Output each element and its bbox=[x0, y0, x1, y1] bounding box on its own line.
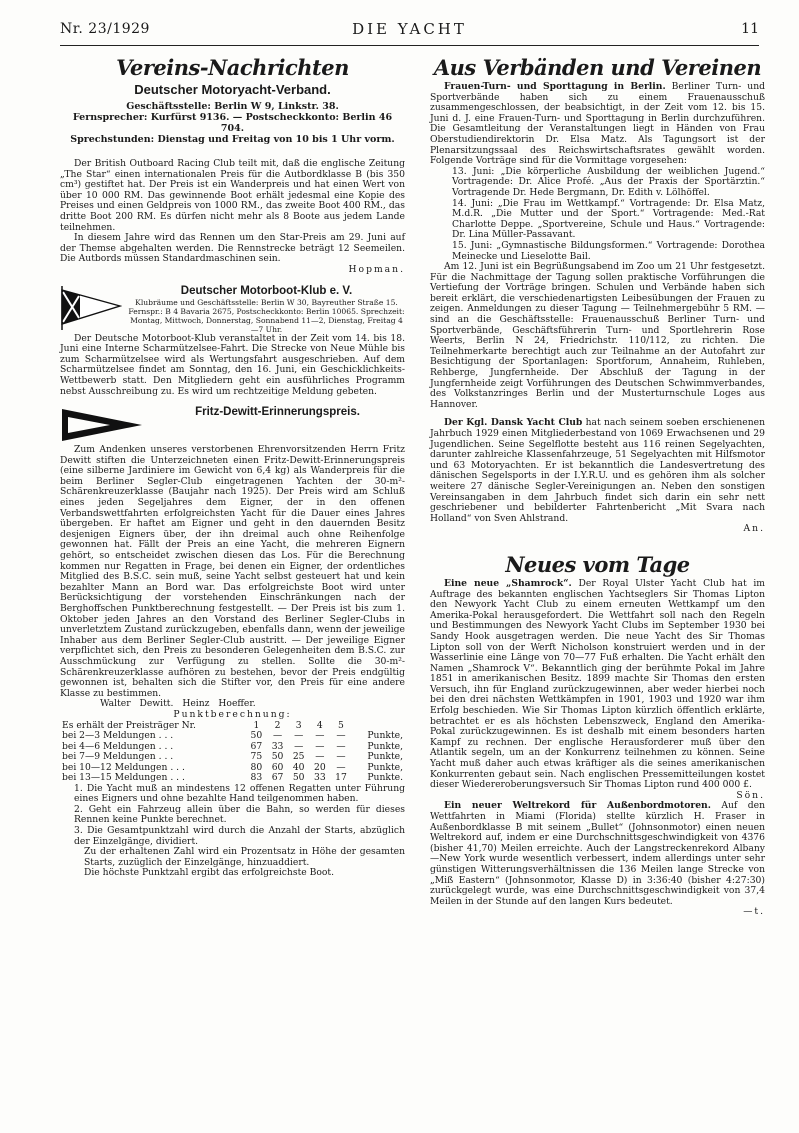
frauen-tagung-text: Berliner Turn- und Sportverbände haben sich zu einem Frauenausschuß zusammengeschlossen, der beabsichtigt, in der Zeit vom 12. bis 15. Juni d. J. eine Frauen-Turn- und Sporttagung in Berlin durchzuführen. Die Gesamtleitung der Veranstaltungen liegt in Händen von Frau Oberstudiendirektorin Dr. Elsa Matz. Als Tagungsort ist der Plenarsitzungssaal des Reichswirtschaftsrates gewählt worden. Folgende Vorträge sind für die Vormittage vorgesehen: bbox=[430, 81, 766, 167]
table-cell: 33 bbox=[313, 772, 326, 784]
table-cell: 33 bbox=[271, 740, 284, 752]
table-cell: 80 bbox=[250, 761, 263, 773]
section-title-neues: Neues vom Tage bbox=[505, 551, 690, 577]
right-column bbox=[430, 52, 765, 918]
dmk-pennant-icon bbox=[60, 284, 122, 332]
points-table bbox=[60, 721, 405, 784]
table-cell: 83 bbox=[250, 772, 263, 784]
weltrekord-signature: —t. bbox=[743, 906, 765, 918]
points-rules bbox=[60, 784, 405, 879]
list-item: 14. Juni: „Die Frau im Wettkampf.“ Vortragende: Dr. Elsa Matz, M.d.R. „Die Mutter und der Sport.“ Vortragende: Med.-Rat Charlotte Deppe. „Sportvereine, Schule und Haus.“ Vortragende: Dr. Lina Müller-Passavant. bbox=[452, 197, 765, 241]
points-header-col: 5 bbox=[338, 719, 344, 731]
points-header-col: 2 bbox=[274, 719, 281, 731]
dmv-hours: Sprechstunden: Dienstag und Freitag von 10 bis 1 Uhr vorm. bbox=[70, 134, 395, 145]
dewitt-header bbox=[60, 405, 405, 445]
rule-item: 1. Die Yacht muß an mindestens 12 offenen Regatten unter Führung eines Eigners und ohne bezahlte Hand teilgenommen haben. bbox=[74, 782, 405, 805]
left-column bbox=[60, 52, 405, 879]
table-cell: bei 7—9 Meldungen . . . bbox=[62, 751, 174, 763]
section-title-vereins: Vereins-Nachrichten bbox=[116, 55, 349, 80]
list-item: 13. Juni: „Die körperliche Ausbildung der weiblichen Jugend.“ Vortragende: Dr. Alice Profé. „Aus der Praxis der Sportärztin.“ Vortragende Dr. Hede Bergmann, Dr. Edith v. Lölhöffel. bbox=[452, 165, 765, 198]
points-header-col: 1 bbox=[253, 719, 260, 731]
issue-number: Nr. 23/1929 bbox=[60, 21, 150, 37]
rule-item: Die höchste Punktzahl ergibt das erfolgreichste Boot. bbox=[84, 867, 335, 879]
points-header-col: 4 bbox=[316, 719, 323, 731]
table-cell: bei 4—6 Meldungen . . . bbox=[62, 740, 174, 752]
table-cell: — bbox=[336, 761, 346, 773]
table-cell: — bbox=[315, 740, 325, 752]
rule-item: 2. Geht ein Fahrzeug allein über die Bahn, so werden für dieses Rennen keine Punkte berechnet. bbox=[74, 803, 405, 826]
dmv-paragraph-1: Der British Outboard Racing Club teilt mit, daß die englische Zeitung „The Star“ einen internationalen Preis für die Autbordklasse B (bis 350 cm³) gestiftet hat. Der Preis ist ein Wanderpreis und hat einen Wert von über 10 000 RM. Das gewinnende Boot erhält jedesmal eine Kopie des Preises und einen Geldpreis von 1000 RM., das zweite Boot 400 RM., das dritte Boot 200 RM. Es dürfen nicht mehr als 8 Boote aus jedem Lande teilnehmen. bbox=[60, 158, 405, 233]
table-cell: 60 bbox=[271, 761, 284, 773]
table-cell: 40 bbox=[292, 761, 305, 773]
table-cell: — bbox=[315, 730, 325, 742]
table-row bbox=[60, 731, 405, 742]
dewitt-pennant-icon bbox=[60, 405, 144, 445]
rule-item: Zu der erhaltenen Zahl wird ein Prozentsatz in Höhe der gesamten Starts, zuzüglich der Einzelgänge, hinzuaddiert. bbox=[84, 846, 405, 868]
table-cell: — bbox=[272, 730, 283, 742]
table-cell: 50 bbox=[292, 772, 305, 784]
points-header-col: 3 bbox=[295, 719, 302, 731]
table-cell: 25 bbox=[292, 751, 305, 763]
table-cell: 50 bbox=[250, 730, 263, 742]
dewitt-signers: Walter Dewitt. Heinz Hoeffer. bbox=[100, 698, 256, 710]
table-cell: bei 10—12 Meldungen . . . bbox=[62, 761, 185, 773]
points-calc-title: Punktberechnung: bbox=[173, 708, 292, 720]
dmv-title: Deutscher Motoryacht-Verband. bbox=[134, 82, 331, 97]
table-cell: bei 2—3 Meldungen . . . bbox=[62, 730, 174, 742]
table-cell: 20 bbox=[313, 761, 326, 773]
dmv-signature: Hopman. bbox=[348, 263, 405, 275]
points-header-label: Es erhält der Preisträger Nr. bbox=[62, 719, 196, 731]
dmk-paragraph-1: Der Deutsche Motorboot-Klub veranstaltet in der Zeit vom 14. bis 18. Juni eine Interne Scharmützelsee-Fahrt. Die Strecke von Neue Mühle bis zum Scharmützelsee wird als Wertungsfahrt ausgeschrieben. Auf dem Scharmützelsee findet am Sonntag, den 16. Juni, ein Geschicklichkeits-Wettbewerb statt. Den Mitgliedern geht ein ausführliches Programm nebst Ausschreibung zu. Es wird um rechtzeitige Meldung gebeten. bbox=[60, 332, 405, 397]
table-cell: Punkte, bbox=[367, 751, 403, 763]
dansk-yacht-label: Der Kgl. Dansk Yacht Club bbox=[444, 417, 583, 429]
dmk-title: Deutscher Motorboot-Klub e. V. bbox=[180, 284, 353, 297]
dmv-phone: Fernsprecher: Kurfürst 9136. — Postscheckkonto: Berlin 46 704. bbox=[72, 112, 393, 134]
rule-item: 3. Die Gesamtpunktzahl wird durch die Anzahl der Starts, abzüglich der Einzelgänge, dividiert. bbox=[74, 824, 405, 847]
dmk-header bbox=[60, 284, 405, 334]
section-title-verbaende: Aus Verbänden und Vereinen bbox=[433, 55, 762, 80]
magazine-title: DIE YACHT bbox=[352, 20, 467, 38]
dmk-info: Klubräume und Geschäftsstelle: Berlin W 30, Bayreuther Straße 15. Fernspr.: B 4 Bavaria 2675, Postscheckkonto: Berlin 10065. Sprechzeit: Montag, Mittwoch, Donnerstag, Sonnabend 11—2, Dienstag, Freitag 4—7 Uhr. bbox=[128, 297, 405, 334]
table-cell: — bbox=[315, 751, 325, 763]
frauen-tagung-paragraph-2: Am 12. Juni ist ein Begrüßungsabend im Zoo um 21 Uhr festgesetzt. Für die Nachmittage der Tagung sollen praktische Vorführungen die Vertiefung der Vorträge bringen. Schulen und Verbände haben sich bereit erklärt, die verschiedenartigsten Leibesübungen der Frauen zu zeigen. Anmeldungen zu dieser Tagung — Teilnehmergebühr 5 RM. — sind an die Geschäftsstelle: Frauenausschuß Berliner Turn- und Sportverbände, Geschäftsführerin Turn- und Sportlehrerin Rose Weerts, Berlin N 24, Friedrichstr. 110/112, zu richten. Die Teilnehmerkarte berechtigt auch zur Teilnahme an der Autofahrt zur Besichtigung der Sportanlagen: Sportforum, Annaheim, Ruhleben, Rehberge, Jungfernheide. Der Abschluß der Tagung in der Jungfernheide zeigt Vorführungen des Deutschen Schwimmverbandes, des Volkstanzringes Berlin und der Musterturnschule Loges aus Hannover. bbox=[430, 261, 765, 410]
table-cell: 67 bbox=[250, 740, 263, 752]
header-rule bbox=[60, 45, 759, 46]
dmv-paragraph-2: In diesem Jahre wird das Rennen um den Star-Preis am 29. Juni auf der Themse abgehalten werden. Die Rennstrecke beträgt 12 Seemeilen. Die Autbords müssen Standardmaschinen sein. bbox=[60, 232, 405, 265]
table-cell: 67 bbox=[271, 772, 284, 784]
list-item: 15. Juni: „Gymnastische Bildungsformen.“ Vortragende: Dorothea Meinecke und Lieselotte Bail. bbox=[452, 239, 765, 262]
table-cell: — bbox=[294, 730, 304, 742]
frauen-tagung-label: Frauen-Turn- und Sporttagung in Berlin. bbox=[444, 81, 666, 92]
table-cell: 17 bbox=[335, 772, 347, 784]
table-cell: bei 13—15 Meldungen . . . bbox=[62, 772, 185, 784]
page-header bbox=[60, 20, 759, 42]
table-cell: — bbox=[294, 740, 304, 752]
shamrock-text: Der Royal Ulster Yacht Club hat im Auftrage des bekannten englischen Yachtseglers Sir Thomas Lipton den Newyork Yacht Club zu einem erneuten Wettkampf um den Amerika-Pokal herausgefordert. Die Wettfahrt soll nach den Regeln und Bestimmungen des Newyork Yacht Clubs im September 1930 bei Sandy Hook ausgetragen werden. Die neue Yacht des Sir Thomas Lipton soll von der Werft Nicholson konstruiert werden und in der Wasserlinie eine Länge von 70—77 Fuß erhalten. Die Yacht erhält den Namen „Shamrock V“. Bekanntlich ging der berühmte Pokal im Jahre 1851 in amerikanischen Besitz. 1899 machte Sir Thomas den ersten Versuch, ihn für England zurückzugewinnen, aber weder hierbei noch bei den drei nächsten Wettkämpfen in 1901, 1903 und 1920 war ihm Erfolg beschieden. Wie Sir Thomas Lipton kürzlich öffentlich erklärte, betrachtet er es als höchsten Lebenszweck, England den Amerika-Pokal zurückzugewinnen. Es ist deshalb mit einem besonders harten Kampf zu rechnen. Der englische Herausforderer muß über den Atlantik segeln, um an der Konkurrenz teilnehmen zu können. Seine Yacht muß daher auch etwas kräftiger als die seines amerikanischen Konkurrenten gebaut sein. Nach englischen Pressemitteilungen kostet dieser Wiedereroberungsversuch Sir Thomas Lipton rund 400 000 £. bbox=[430, 577, 766, 791]
table-cell: Punkte, bbox=[367, 740, 403, 752]
table-cell: — bbox=[336, 740, 346, 752]
shamrock-signature: Sön. bbox=[736, 789, 765, 801]
table-row bbox=[60, 752, 405, 763]
table-row bbox=[60, 773, 405, 784]
table-cell: Punkte, bbox=[367, 730, 403, 742]
table-cell: 75 bbox=[250, 751, 263, 763]
table-cell: 50 bbox=[271, 751, 284, 763]
shamrock-label: Eine neue „Shamrock“. bbox=[444, 577, 572, 589]
table-cell: — bbox=[336, 751, 346, 763]
dewitt-paragraph-1: Zum Andenken unseres verstorbenen Ehrenvorsitzenden Herrn Fritz Dewitt stiften die Unterzeichneten einen Fritz-Dewitt-Erinnerungspreis (eine silberne Jardiniere im Gewicht von 6,4 kg) als Wanderpreis für die beim Berliner Segler-Club eingetragenen Yachten der 30-m²-Schärenkreuzerklasse (Baujahr nach 1925). Der Preis wird am Schluß eines jeden Segeljahres dem Eigner, der in den offenen Verbandswettfahrten erfolgreichsten Yacht für die Dauer eines Jahres übergeben. Er haftet am Eigner und geht in den dauernden Besitz desjenigen Eigners über, der ihn dreimal auch ohne Reihenfolge gewonnen hat. Fällt der Preis an eine Yacht, die mehreren Eignern gehört, so entscheidet zwischen diesen das Los. Für die Berechnung kommen nur Regatten in Frage, bei denen ein Eigner, der ordentliches Mitglied des B.S.C. sein muß, seine Yacht selbst gesteuert hat und kein bezahlter Mann an Bord war. Das erfolgreichste Boot wird unter Berücksichtigung der vorstehenden Einschränkungen nach der Berghoffschen Punktberechnung festgestellt. — Der Preis ist bis zum 1. Oktober jeden Jahres an den Vorstand des Berliner Segler-Clubs in unverletztem Zustand zurückzugeben, ebenfalls dann, wenn der jeweilige Inhaber aus dem Berliner Segler-Club austritt. — Der jeweilige Eigner verpflichtet sich, den Preis zu besonderen Gelegenheiten dem B.S.C. zur Ausschmückung zur Verfügung zu stellen. Sollte die 30-m²-Schärenkreuzerklasse aufhören zu bestehen, bevor der Preis endgültig gewonnen ist, behalten sich die Stifter vor, den Preis für eine andere Klasse zu bestimmen. bbox=[60, 444, 405, 699]
weltrekord-text: Auf den Wettfahrten in Miami (Florida) stellte kürzlich H. Fraser in Außenbordklasse B mit seinem „Bullet“ (Johnsonmotor) einen neuen Weltrekord auf, indem er eine Durchschnittsgeschwindigkeit von 4376 (bisher 41,70) Meilen erreichte. Auch der Langstreckenrekord Albany—New York wurde wesentlich verbessert, indem allerdings unter sehr günstigen Witterungsverhältnissen die 136 Meilen lange Strecke von „Miß Eastern“ (Johnsonmotor, Klasse D) in 3:36:40 (bisher 4:27:30) zurückgelegt wurde, was eine Durchschnittsgeschwindigkeit von 37,4 Meilen in der Stunde auf den langen Kurs bedeutet. bbox=[430, 800, 765, 907]
talks-list bbox=[430, 167, 765, 262]
dansk-yacht-text: hat nach seinem soeben erschienenen Jahrbuch 1929 einen Mitgliederbestand von 1069 Erwachsenen und 29 Jugendlichen. Seine Segelflotte besteht aus 116 reinen Segelyachten, darunter zahlreiche Klassenfahrzeuge, 51 Segelyachten mit Hilfsmotor und 63 Motoryachten. Er ist bekanntlich die Landesvertretung des dänischen Segelsports in der I.Y.R.U. und es gehören ihm als solcher weitere 27 dänische Segler-Vereinigungen an. Neben den sonstigen Vereinsangaben in dem Jahrbuch findet sich darin ein sehr nett geschriebener und bebilderter Fahrtenbericht „Mit Svara nach Holland“ von Sven Ahlstrand. bbox=[430, 417, 765, 524]
table-cell: Punkte, bbox=[367, 761, 403, 773]
table-cell: — bbox=[336, 730, 346, 742]
page-number: 11 bbox=[741, 21, 759, 37]
weltrekord-label: Ein neuer Weltrekord für Außenbordmotoren. bbox=[444, 800, 711, 812]
dansk-yacht-signature: An. bbox=[743, 523, 765, 535]
table-cell: Punkte. bbox=[367, 772, 403, 784]
dmv-office: Geschäftsstelle: Berlin W 9, Linkstr. 38. bbox=[126, 101, 339, 112]
dewitt-title: Fritz-Dewitt-Erinnerungspreis. bbox=[195, 406, 360, 419]
